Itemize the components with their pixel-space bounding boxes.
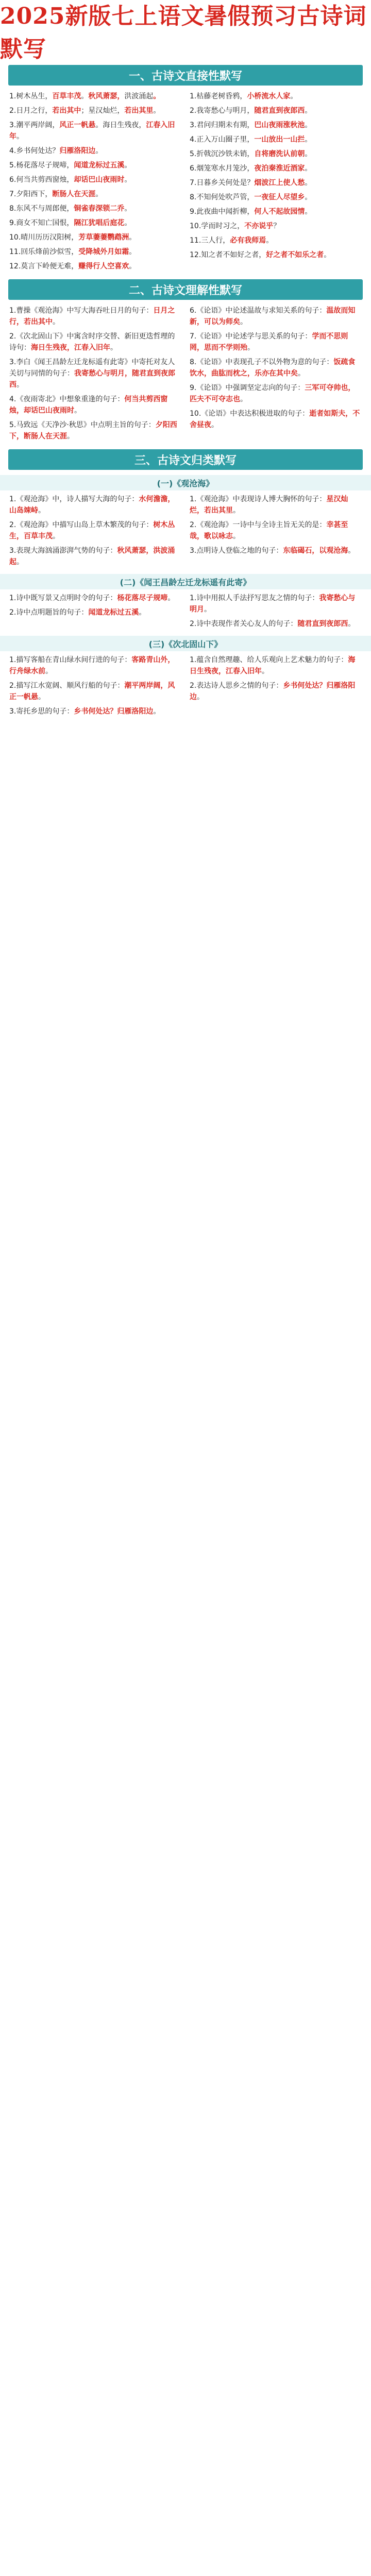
section-heading-3: 三、古诗文归类默写 bbox=[8, 449, 363, 470]
answer-text: 风正一帆悬 bbox=[59, 121, 96, 129]
answer-text: 赚得行人空喜欢 bbox=[78, 262, 129, 270]
poem-line bbox=[190, 592, 362, 615]
answer-text: 闻道龙标过五溪 bbox=[74, 161, 125, 170]
answer-text: 海日生残夜，江春入旧年 bbox=[190, 656, 356, 675]
prompt-text: 。 bbox=[124, 161, 132, 170]
section-heading-1: 一、古诗文直接性默写 bbox=[8, 65, 363, 86]
prompt-text: 。 bbox=[324, 251, 331, 259]
answer-text: 芳草萋萋鹦鹉洲 bbox=[78, 233, 129, 242]
answer-text: 夜泊秦淮近酒家 bbox=[254, 164, 305, 173]
prompt-text: 。 bbox=[305, 179, 312, 187]
poem-line bbox=[190, 134, 362, 145]
answer-text: 温故而知新，可以为师矣 bbox=[190, 307, 356, 326]
answer-text: 三军可夺帅也，匹夫不可夺志也 bbox=[190, 384, 356, 403]
prompt-text: 。 bbox=[45, 667, 53, 675]
section-1-left bbox=[9, 91, 181, 275]
section-3-2-left bbox=[9, 592, 181, 633]
prompt-text: 。 bbox=[95, 147, 103, 155]
prompt-text: 。 bbox=[305, 193, 312, 201]
prompt-text: 。 bbox=[290, 92, 298, 100]
poem-line bbox=[9, 592, 181, 604]
prompt-text: 3.李白《闻王昌龄左迁龙标遥有此寄》中寄托对友人关切与同情的句子： bbox=[9, 358, 175, 378]
subheading-cibeigushan: (三)《次北固山下》 bbox=[0, 636, 371, 651]
answer-text: 却话巴山夜雨时 bbox=[74, 176, 125, 184]
prompt-text: 。 bbox=[211, 421, 218, 429]
prompt-text: 。 bbox=[298, 369, 305, 378]
prompt-text: 5.马致远《天净沙·秋思》中点明主旨的句子： bbox=[9, 421, 156, 429]
prompt-text: 6.烟笼寒水月笼沙， bbox=[190, 164, 255, 173]
prompt-text: 。 bbox=[129, 233, 137, 242]
poem-line bbox=[9, 91, 181, 102]
prompt-text: 。 bbox=[348, 620, 356, 628]
prompt-text: 9.商女不知亡国恨， bbox=[9, 219, 74, 227]
prompt-text: 洪波涌起 bbox=[124, 92, 154, 100]
prompt-text: 。 bbox=[153, 107, 161, 115]
poem-line bbox=[190, 177, 362, 189]
prompt-text: 7.日暮乡关何处是？ bbox=[190, 179, 255, 187]
answer-text: 乡书何处达？归雁洛阳边 bbox=[74, 707, 154, 716]
poem-line bbox=[9, 105, 181, 116]
poem-line bbox=[9, 246, 181, 258]
answer-text: 。 bbox=[153, 92, 161, 100]
poem-line bbox=[9, 419, 181, 442]
prompt-text: 2.日月之行， bbox=[9, 107, 53, 115]
answer-text: 杨花落尽子规啼 bbox=[117, 594, 168, 602]
answer-text: 东临碣石，以观沧海 bbox=[283, 547, 348, 555]
prompt-text: 。 bbox=[233, 532, 240, 540]
prompt-text: 。 bbox=[305, 208, 312, 216]
prompt-text: 1.枯藤老树昏鸦， bbox=[190, 92, 247, 100]
answer-text: 断肠人在天涯 bbox=[52, 190, 96, 198]
answer-text: 必有我师焉 bbox=[230, 236, 266, 245]
poem-line bbox=[190, 221, 362, 232]
poem-line bbox=[9, 217, 181, 229]
answer-text: 闻道龙标过五溪 bbox=[88, 608, 139, 617]
prompt-text: 。 bbox=[139, 608, 146, 617]
poem-line bbox=[9, 357, 181, 391]
prompt-text: 。 bbox=[153, 707, 161, 716]
poem-line bbox=[9, 706, 181, 717]
prompt-text: 。 bbox=[240, 395, 247, 403]
answer-text: 我寄愁心与明月，随君直到夜郎西 bbox=[9, 369, 175, 389]
prompt-text: 11.回乐烽前沙似雪， bbox=[9, 248, 79, 256]
answer-text: 客路青山外，行舟绿水前 bbox=[9, 656, 175, 675]
poem-line bbox=[9, 305, 181, 328]
prompt-text: 1.蕴含自然理趣、给人乐观向上艺术魅力的句子： bbox=[190, 656, 348, 664]
prompt-text: 3.寄托乡思的句子： bbox=[9, 707, 74, 716]
prompt-text: 1.描写客船在青山绿水间行进的句子： bbox=[9, 656, 132, 664]
poem-line bbox=[190, 494, 362, 516]
poem-line bbox=[9, 680, 181, 703]
prompt-text: 。 bbox=[67, 432, 74, 440]
answer-text: 自将磨洗认前朝 bbox=[254, 150, 305, 158]
prompt-text: 。海日生残夜， bbox=[95, 121, 146, 129]
answer-text: 秋风萧瑟，洪波涌起 bbox=[9, 547, 175, 566]
section-3-2-right bbox=[190, 592, 362, 633]
prompt-text: 2.《观沧海》中描写山岛上草木繁茂的句子： bbox=[9, 521, 154, 529]
section-3-3-right bbox=[190, 654, 362, 720]
poem-line bbox=[190, 235, 362, 246]
answer-text: 乡书何处达？归雁洛阳边 bbox=[190, 682, 356, 701]
prompt-text: 2.描写江水宽阔、顺风行船的句子： bbox=[9, 682, 125, 690]
answer-text: 日月之行，若出其中 bbox=[9, 307, 175, 326]
poem-line bbox=[190, 408, 362, 431]
subheading-wenwangchangling: (二)《闻王昌龄左迁龙标遥有此寄》 bbox=[0, 574, 371, 589]
prompt-text: 3.表现大海汹涌澎湃气势的句子： bbox=[9, 547, 117, 555]
answer-text: 秋风萧瑟， bbox=[88, 92, 125, 100]
poem-line bbox=[190, 305, 362, 328]
poem-line bbox=[9, 120, 181, 142]
prompt-text: 8.不知何处吹芦管， bbox=[190, 193, 255, 201]
prompt-text: 8.东风不与周郎便， bbox=[9, 205, 74, 213]
poem-line bbox=[190, 192, 362, 203]
prompt-text: 10.晴川历历汉阳树， bbox=[9, 233, 79, 242]
answer-text: 学而不思则罔，思而不学则殆 bbox=[190, 332, 348, 352]
prompt-text: 4.正入万山圈子里， bbox=[190, 135, 255, 144]
prompt-text: 。 bbox=[348, 547, 356, 555]
poem-line bbox=[190, 654, 362, 677]
poem-line bbox=[9, 145, 181, 157]
poem-line bbox=[9, 545, 181, 568]
prompt-text: 3.点明诗人登临之地的句子： bbox=[190, 547, 283, 555]
prompt-text: 。 bbox=[167, 594, 175, 602]
poem-line bbox=[9, 331, 181, 353]
prompt-text: 4.《夜雨寄北》中想象重逢的句子： bbox=[9, 395, 125, 403]
section-3-1-columns bbox=[0, 494, 371, 571]
answer-text: 不亦说乎 bbox=[244, 222, 274, 230]
prompt-text: 。 bbox=[197, 693, 204, 701]
prompt-text: 。 bbox=[16, 381, 24, 389]
answer-text: 一山放出一山拦 bbox=[254, 135, 305, 144]
prompt-text: 。 bbox=[16, 132, 24, 141]
prompt-text: 5.折戟沉沙铁未销， bbox=[190, 150, 255, 158]
answer-text: 江春入旧年 bbox=[9, 121, 175, 141]
prompt-text: 。 bbox=[124, 219, 132, 227]
poem-line bbox=[9, 607, 181, 618]
prompt-text: 。 bbox=[124, 176, 132, 184]
poem-line bbox=[190, 382, 362, 405]
answer-text: 归雁洛阳边 bbox=[59, 147, 96, 155]
prompt-text: 12.知之者不如好之者， bbox=[190, 251, 266, 259]
section-2-right bbox=[190, 305, 362, 445]
prompt-text: 3.潮平两岸阔， bbox=[9, 121, 60, 129]
prompt-text: 。 bbox=[305, 150, 312, 158]
prompt-text: 。 bbox=[305, 164, 312, 173]
prompt-text: 。 bbox=[16, 558, 24, 566]
prompt-text: 10.学而时习之， bbox=[190, 222, 245, 230]
subheading-guanchanghai: (一)《观沧海》 bbox=[0, 475, 371, 490]
prompt-text: 。 bbox=[124, 205, 132, 213]
prompt-text: 6.《论语》中论述温故与求知关系的句子： bbox=[190, 307, 327, 315]
prompt-text: 。 bbox=[38, 693, 45, 701]
poem-line bbox=[190, 249, 362, 261]
poem-line bbox=[190, 618, 362, 630]
section-3-3-left bbox=[9, 654, 181, 720]
prompt-text: 1.诗中既写景又点明时令的句子： bbox=[9, 594, 117, 602]
section-3-3-columns bbox=[0, 654, 371, 720]
answer-text: 好之者不如乐之者 bbox=[266, 251, 324, 259]
prompt-text: 1.树木丛生， bbox=[9, 92, 53, 100]
prompt-text: 。 bbox=[305, 121, 312, 129]
answer-text: 饭疏食饮水，曲肱而枕之，乐亦在其中矣 bbox=[190, 358, 356, 378]
answer-text: 水何澹澹，山岛竦峙 bbox=[9, 495, 175, 515]
answer-text: 隔江犹唱后庭花 bbox=[74, 219, 125, 227]
prompt-text: 12.莫言下岭便无难， bbox=[9, 262, 79, 270]
prompt-text: 。 bbox=[110, 344, 117, 352]
prompt-text: 。 bbox=[204, 605, 211, 614]
prompt-text: 2.我寄愁心与明月， bbox=[190, 107, 255, 115]
answer-text: 何人不起故园情 bbox=[254, 208, 305, 216]
poem-line bbox=[9, 203, 181, 214]
prompt-text: 。 bbox=[233, 506, 240, 515]
prompt-text: 2.诗中表现作者关心友人的句子： bbox=[190, 620, 298, 628]
answer-text: 随君直到夜郎西 bbox=[297, 620, 348, 628]
answer-text: 海日生残夜，江春入旧年 bbox=[31, 344, 110, 352]
prompt-text: 2.《次北固山下》中寓含时序交替、新旧更迭哲理的诗句： bbox=[9, 332, 175, 352]
section-3-1-right bbox=[190, 494, 362, 571]
prompt-text: 3.君问归期未有期， bbox=[190, 121, 255, 129]
poem-line bbox=[9, 494, 181, 516]
prompt-text: 。 bbox=[38, 506, 45, 515]
prompt-text: 。 bbox=[81, 92, 89, 100]
poem-line bbox=[9, 654, 181, 677]
answer-text: 一夜征人尽望乡 bbox=[254, 193, 305, 201]
prompt-text: 7.《论语》中论述学与思关系的句子： bbox=[190, 332, 312, 341]
prompt-text: 。 bbox=[305, 135, 312, 144]
poem-line bbox=[190, 519, 362, 542]
prompt-text: 。 bbox=[266, 236, 274, 245]
answer-text: 烟波江上使人愁 bbox=[254, 179, 305, 187]
prompt-text: 5.杨花落尽子规啼， bbox=[9, 161, 74, 170]
poem-line bbox=[9, 174, 181, 185]
section-3-1-left bbox=[9, 494, 181, 571]
poem-line bbox=[9, 160, 181, 171]
answer-text: 何当共剪西窗烛，却话巴山夜雨时 bbox=[9, 395, 168, 415]
answer-text: 若出其里 bbox=[124, 107, 154, 115]
answer-text: 潮平两岸阔，风正一帆悬 bbox=[9, 682, 175, 701]
prompt-text: 8.《论语》中表现孔子不以外物为意的句子： bbox=[190, 358, 334, 366]
poem-line bbox=[9, 394, 181, 416]
answer-text: 我寄愁心与明月 bbox=[190, 594, 356, 614]
prompt-text: 1.《观沧海》中，诗人描写大海的句子： bbox=[9, 495, 139, 503]
section-2-left bbox=[9, 305, 181, 445]
prompt-text: 。 bbox=[240, 318, 247, 326]
prompt-text: ？ bbox=[273, 222, 281, 230]
section-3-2-columns bbox=[0, 592, 371, 633]
prompt-text: 1.《观沧海》中表现诗人博大胸怀的句子： bbox=[190, 495, 327, 503]
answer-text: 巴山夜雨涨秋池 bbox=[254, 121, 305, 129]
prompt-text: 。 bbox=[53, 532, 60, 540]
prompt-text: 2.《观沧海》一诗中与全诗主旨无关的是： bbox=[190, 521, 327, 529]
answer-text: 幸甚至哉，歌以咏志 bbox=[190, 521, 348, 540]
prompt-text: 。 bbox=[129, 262, 137, 270]
poem-line bbox=[190, 91, 362, 102]
poem-line bbox=[9, 232, 181, 243]
prompt-text: 2.表达诗人思乡之情的句子： bbox=[190, 682, 283, 690]
answer-text: 星汉灿烂，若出其里 bbox=[190, 495, 348, 515]
prompt-text: 11.三人行， bbox=[190, 236, 230, 245]
poem-line bbox=[9, 261, 181, 272]
answer-text: 树木丛生，百草丰茂 bbox=[9, 521, 175, 540]
prompt-text: 1.曹操《观沧海》中写大海吞吐日月的句子： bbox=[9, 307, 154, 315]
prompt-text: 9.此夜曲中闻折柳， bbox=[190, 208, 255, 216]
answer-text: 随君直到夜郎西 bbox=[254, 107, 305, 115]
prompt-text: 1.诗中用拟人手法抒写思友之情的句子： bbox=[190, 594, 319, 602]
section-2-columns bbox=[0, 305, 371, 445]
poem-line bbox=[190, 148, 362, 160]
poem-line bbox=[190, 120, 362, 131]
answer-text: 夕阳西下，断肠人在天涯 bbox=[9, 421, 177, 440]
page-title: 2025新版七上语文暑假预习古诗词默写 bbox=[0, 3, 367, 62]
poem-line bbox=[190, 357, 362, 379]
poem-line bbox=[9, 189, 181, 200]
prompt-text: 10.《论语》中表达积极进取的句子： bbox=[190, 410, 310, 418]
prompt-text: 4.乡书何处达？ bbox=[9, 147, 60, 155]
poem-line bbox=[190, 105, 362, 116]
answer-text: 铜雀春深锁二乔 bbox=[74, 205, 125, 213]
prompt-text: 。 bbox=[95, 190, 103, 198]
prompt-text: 。 bbox=[129, 248, 137, 256]
prompt-text: 。 bbox=[53, 318, 60, 326]
poem-line bbox=[190, 331, 362, 353]
prompt-text: 9.《论语》中强调坚定志向的句子： bbox=[190, 384, 305, 392]
prompt-text: 。 bbox=[262, 667, 269, 675]
prompt-text: ；星汉灿烂， bbox=[81, 107, 125, 115]
answer-text: 受降城外月如霜 bbox=[78, 248, 129, 256]
answer-text: 若出其中 bbox=[52, 107, 81, 115]
prompt-text: 。 bbox=[247, 344, 255, 352]
poem-line bbox=[190, 680, 362, 703]
prompt-text: 6.何当共剪西窗烛， bbox=[9, 176, 74, 184]
prompt-text: 2.诗中点明题旨的句子： bbox=[9, 608, 89, 617]
prompt-text: 7.夕阳西下， bbox=[9, 190, 53, 198]
prompt-text: 。 bbox=[305, 107, 312, 115]
answer-text: 小桥流水人家 bbox=[247, 92, 291, 100]
answer-text: 逝者如斯夫，不舍昼夜 bbox=[190, 410, 360, 429]
poem-line bbox=[9, 519, 181, 542]
poem-line bbox=[190, 163, 362, 174]
poem-line bbox=[190, 206, 362, 217]
answer-text: 百草丰茂 bbox=[52, 92, 81, 100]
section-heading-2: 二、古诗文理解性默写 bbox=[8, 279, 363, 300]
section-1-right bbox=[190, 91, 362, 275]
prompt-text: 。 bbox=[74, 406, 81, 415]
section-1-columns bbox=[0, 91, 371, 275]
poem-line bbox=[190, 545, 362, 556]
